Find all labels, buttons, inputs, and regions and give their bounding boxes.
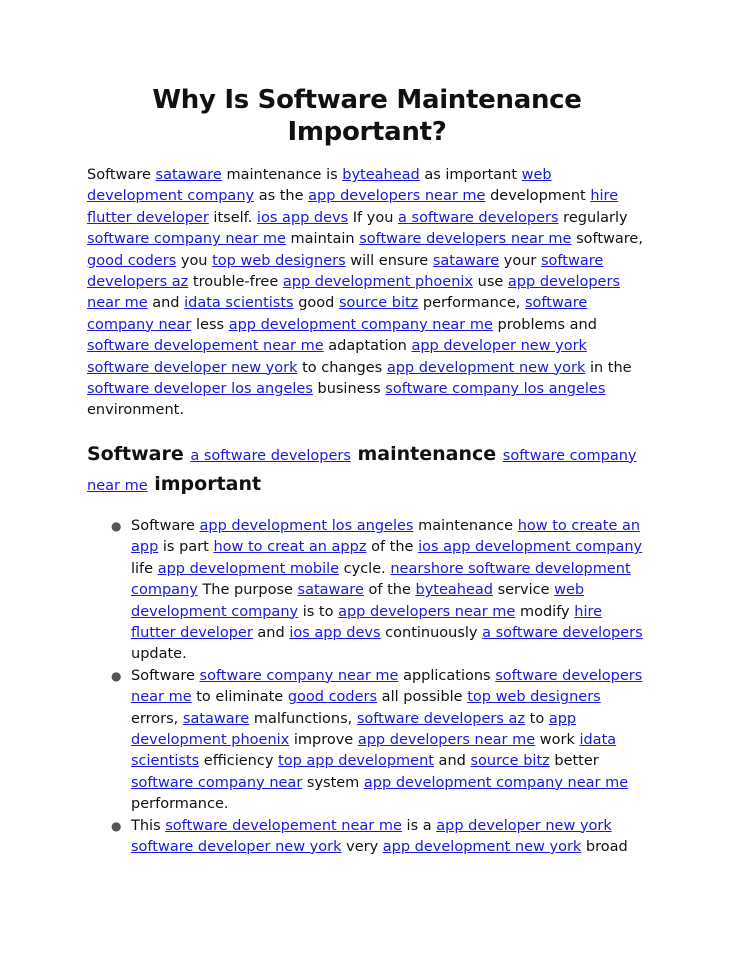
inline-link[interactable]: app development new york <box>386 359 586 376</box>
inline-link[interactable]: software developer new york <box>87 359 298 376</box>
inline-link[interactable]: a software developers <box>398 209 559 226</box>
inline-link[interactable]: how to create an app <box>131 517 641 556</box>
inline-link[interactable]: top web designers <box>212 252 346 269</box>
list-item: ● Software app development los angeles maintenance how to create an app is part how to creat an appz of the ios app development company life app development mobile cycle. nearshore software development company The purpose sataware of the byteahead service web development company is to app developers near me modify hire flutter developer and ios app devs continuously a software developers update. <box>111 517 643 663</box>
inline-link[interactable]: app development phoenix <box>282 274 474 291</box>
inline-link[interactable]: software company los angeles <box>385 381 606 398</box>
inline-link[interactable]: good coders <box>287 689 378 706</box>
page-title: Why Is Software Maintenance Important? <box>152 85 582 147</box>
inline-link[interactable]: app development phoenix <box>131 710 577 748</box>
inline-link[interactable]: software developement near me <box>87 338 324 355</box>
list-item: ● This software developement near me is a app developer new york software developer new york very app development new york broad <box>111 817 628 855</box>
inline-link[interactable]: software company near me <box>199 667 399 684</box>
inline-link[interactable]: sataware <box>155 167 222 183</box>
inline-link[interactable]: hire flutter developer <box>131 603 603 641</box>
inline-link[interactable]: ios app development company <box>418 539 643 556</box>
inline-link[interactable]: sataware <box>432 252 500 269</box>
inline-link[interactable]: top app development <box>278 753 434 770</box>
inline-link[interactable]: app developer new york <box>436 817 612 834</box>
inline-link[interactable]: nearshore software development company <box>131 560 631 599</box>
inline-link[interactable]: idata scientists <box>131 731 617 770</box>
inline-link[interactable]: software company near <box>131 774 303 791</box>
inline-link[interactable]: software developers near me <box>359 231 572 248</box>
intro-paragraph: Software sataware maintenance is byteahead as important web development company as the app developers near me development hire flutter developer itself. ios app devs If you a software developers regularly software company near me maintain software developers near me software, good coders you top web designers will ensure sataware your software developers az trouble-free app development phoenix use app developers near me and idata scientists good source bitz performance, software company near less app development company near me problems and software developement near me adaptation app developer new york software developer new york to changes app development new york in the software developer los angeles business software company los angeles environment. <box>87 167 643 419</box>
inline-link[interactable]: web development company <box>87 167 552 205</box>
inline-link[interactable]: a software developers <box>190 447 351 464</box>
inline-link[interactable]: app development mobile <box>157 560 340 577</box>
inline-link[interactable]: app development new york <box>382 838 582 855</box>
inline-link[interactable]: good coders <box>87 252 177 269</box>
bullet-list <box>87 516 647 859</box>
inline-link[interactable]: software developers near me <box>131 667 643 706</box>
inline-link[interactable]: app development company near me <box>363 774 629 791</box>
inline-link[interactable]: idata scientists <box>184 295 294 312</box>
document-page <box>87 84 647 858</box>
inline-link[interactable]: app development los angeles <box>199 517 414 534</box>
inline-link[interactable]: sataware <box>297 582 364 599</box>
inline-link[interactable]: software company near <box>87 295 588 333</box>
list-item: ● Software software company near me applications software developers near me to eliminate good coders all possible top web designers errors, sataware malfunctions, software developers az to app development phoenix improve app developers near me work idata scientists efficiency top app development and source bitz better software company near system app development company near me performance. <box>111 667 643 813</box>
inline-link[interactable]: software developement near me <box>165 817 402 834</box>
inline-link[interactable]: web development company <box>131 582 585 620</box>
inline-link[interactable]: app developers near me <box>308 188 486 205</box>
inline-link[interactable]: byteahead <box>342 167 420 183</box>
inline-link[interactable]: software developer los angeles <box>87 381 313 398</box>
inline-link[interactable]: app development company near me <box>228 316 493 333</box>
inline-link[interactable]: app developers near me <box>87 274 620 312</box>
inline-link[interactable]: software developer new york <box>131 838 342 855</box>
inline-link[interactable]: ios app devs <box>289 624 381 641</box>
inline-link[interactable]: software company near me <box>87 447 637 494</box>
section-heading: Software a software developers maintenance software company near me important <box>87 442 637 495</box>
inline-link[interactable]: software developers az <box>356 710 526 727</box>
inline-link[interactable]: source bitz <box>470 753 550 770</box>
inline-link[interactable]: ios app devs <box>256 209 349 226</box>
inline-link[interactable]: software company near me <box>87 231 286 248</box>
inline-link[interactable]: how to creat an appz <box>213 539 367 556</box>
inline-link[interactable]: software developers az <box>87 252 604 291</box>
inline-link[interactable]: sataware <box>182 710 250 727</box>
inline-link[interactable]: source bitz <box>338 295 419 312</box>
inline-link[interactable]: app developers near me <box>357 731 536 748</box>
bullet-icon: ● <box>111 818 122 833</box>
inline-link[interactable]: a software developers <box>482 624 643 641</box>
inline-link[interactable]: hire flutter developer <box>87 188 619 226</box>
inline-link[interactable]: byteahead <box>415 582 493 599</box>
bullet-icon: ● <box>111 668 122 683</box>
inline-link[interactable]: app developers near me <box>338 603 516 620</box>
inline-link[interactable]: top web designers <box>467 689 601 706</box>
bullet-icon: ● <box>111 518 122 533</box>
inline-link[interactable]: app developer new york <box>411 338 587 355</box>
